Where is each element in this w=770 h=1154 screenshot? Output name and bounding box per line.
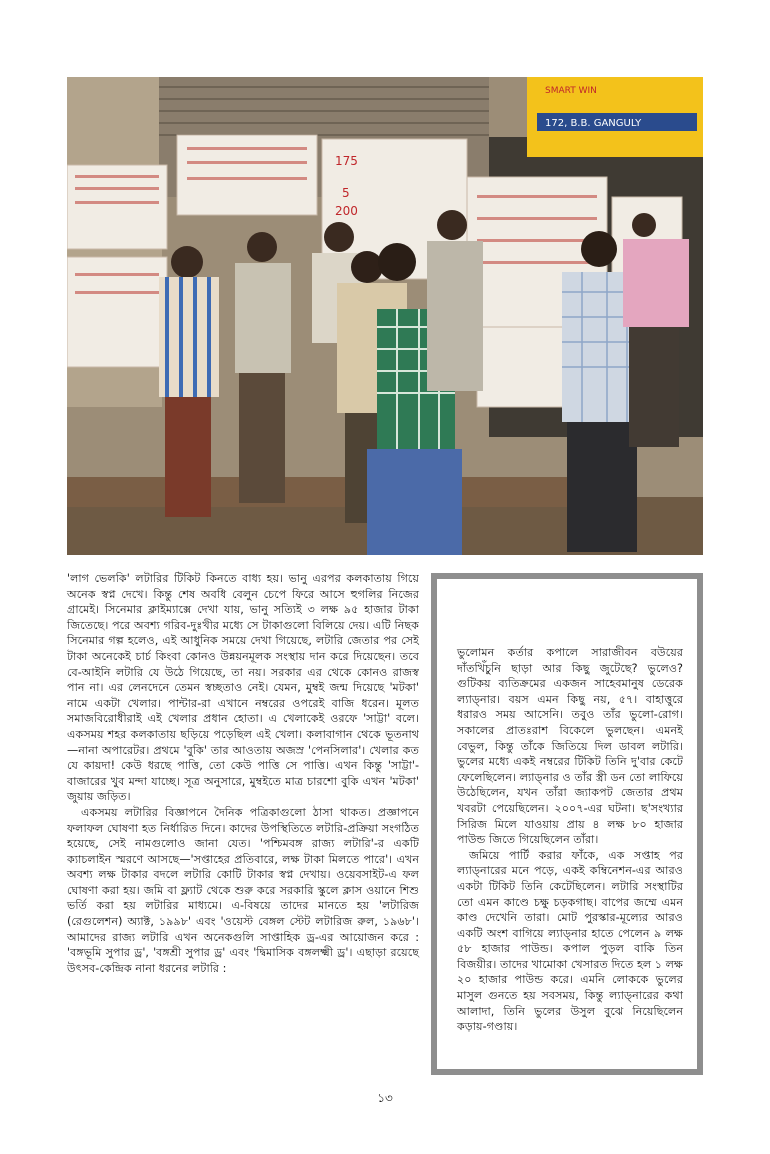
sign-text-1: SMART WIN xyxy=(545,86,597,96)
article-paragraph-2: একসময় লটারির বিজ্ঞাপনে দৈনিক পত্রিকাগুলো ঠাসা থাকত। প্রজ্ঞাপনে ফলাফল ঘোষণা হত নির্ধারিত দিনে। কাদের উপস্থিতিতে লটারি-প্রক্রিয়া সংগঠিত হয়েছে, সেই নামগুলোও জানা যেত। 'পশ্চিমবঙ্গ রাজ্য লটারি'-র একটি ক্যাচলাইন স্মরণে আসছে—'সপ্তাহের প্রতিবারে, লক্ষ টাকা মিলতে পারে'। এখন অবশ্য লক্ষ টাকার বদলে লটারি কোটি টাকার স্বপ্ন দেখায়। ওয়েবসাইট-এ ফল ঘোষণা করা হয়। জমি বা ফ্ল্যাট থেকে শুরু করে সরকারি স্কুলে ক্লাস ওয়ানে শিশু ভর্তি করা হয় লটারির মাধ্যমে। এ-বিষয়ে তাদের মানতে হয় 'লটারিজ (রেগুলেশন) অ্যাক্ট, ১৯৯৮' এবং 'ওয়েস্ট বেঙ্গল স্টেট লটারিজ রুল, ১৯৬৮'। আমাদের রাজ্য লটারি এখন অনেকগুলি সাপ্তাহিক ড্র-এর আয়োজন করে : 'বঙ্গভূমি সুপার ড্র', 'বঙ্গশ্রী সুপার ড্র' এবং 'দ্বিমাসিক বঙ্গলক্ষ্মী ড্র'। এছাড়া রয়েছে উৎসব-কেন্দ্রিক নানা ধরনের লটারি : xyxy=(67,805,419,975)
sign-text-2: 172, B.B. GANGULY xyxy=(545,118,642,129)
sidebar-box xyxy=(431,573,703,1075)
sidebar-paragraph-2: জমিয়ে পার্টি করার ফাঁকে, এক সপ্তাহ পর ল্যাড্নারের মনে পড়ে, একই কম্বিনেশন-এর আরও একটা টিকিট তিনি কেটেছিলেন। লটারি সংস্থাটির তো এমন কাণ্ডে চক্ষু চড়কগাছ। বাপের জম্মে এমন কাণ্ড দেখেনি তারা। মোট পুরস্কার-মূল্যের আরও একটি অংশ বাগিয়ে ল্যাড্নার হাতে পেলেন ৯ লক্ষ ৫৮ হাজার পাউন্ড। কপাল পুড়ল বাকি তিন বিজয়ীর। তাদের খামোকা খেসারত দিতে হল ১ লক্ষ ২০ হাজার পাউন্ড করে। এমনি লোককে ভুলের মাসুল গুনতে হয় সবসময়, কিন্তু ল্যাড্নারের কথা আলাদা, তিনি ভুলের উসুল বুঝে নিয়েছিলেন কড়ায়-গণ্ডায়। xyxy=(457,848,683,1034)
lottery-board-photo xyxy=(67,77,703,555)
board-number-2: 5 xyxy=(342,186,350,200)
board-number-3: 200 xyxy=(335,204,358,218)
article-paragraph-1: 'লাগ ভেলকি' লটারির টিকিট কিনতে বাধ্য হয়। ভানু এরপর কলকাতায় গিয়ে অনেক স্বপ্ন দেখে। কিন্তু শেষ অবধি বেলুন চেপে ফিরে আসে হুগলির নিজের গ্রামেই। সিনেমার ক্লাইম্যাক্সে দেখা যায়, ভানু সত্যিই ৩ লক্ষ ৯৫ হাজার টাকা জিতেছে। পরে অবশ্য গরিব-দুঃখীর মধ্যে সে টাকাগুলো বিলিয়ে দেয়। এটি নিছক সিনেমার গল্প হলেও, এই আধুনিক সময়ে দেখা গিয়েছে, লটারি জেতার পর সেই টাকা অনেকেই চার্চ কিংবা কোনও উন্নয়নমূলক সংস্থায় দান করে দিয়েছেন। তবে বে-আইনি লটারি যে উঠে গিয়েছে, তা নয়। সরকার এর থেকে কোনও রাজস্ব পান না। এর লেনদেনে তেমন স্বচ্ছতাও নেই। যেমন, মুম্বই জন্ম দিয়েছে 'মটকা' নামে একটা খেলার। পান্টার-রা এখানে নম্বরের ওপরেই বাজি ধরেন। মূলত সমাজবিরোধীরাই এই খেলার প্রধান হোতা। এ খেলাকেই ওরফে 'সাট্টা' বলে। একসময় শহর কলকাতায় ছড়িয়ে পড়েছিল এই খেলা। কলাবাগান থেকে ভূতনাথ—নানা অপারেটর। প্রথমে 'বুকি' তার আওতায় অজস্র 'পেনসিলার'। খেলার কত যে কায়দা! কেউ ধরছে পাত্তি, তো কেউ পাত্তি সে পাত্তি। এখন কিন্তু 'সাট্টা'-বাজারের খুব মন্দা যাচ্ছে। সূত্র অনুসারে, মুম্বইতে মাত্র চারশো বুকি এখন 'মটকা' জুয়ায় জড়িত। xyxy=(67,572,419,804)
photo-illustration xyxy=(67,77,703,555)
board-number-1: 175 xyxy=(335,154,358,168)
sidebar-paragraph-1: ভুলোমন কর্তার কপালে সারাজীবন বউয়ের দাঁতখিঁচুনি ছাড়া আর কিছু জুটেছে? ভুলেও? গুটিকয় ব্যতিক্রমের একজন সাহেবমানুষ ডেরেক ল্যাড্নার। বয়স এমন কিছু নয়, ৫৭। বাহাত্তুরে ধরারও সময় আসেনি। তবুও তাঁর ভুলো-রোগ। সকালের প্রাতঃরাশ বিকেলে ভুলছেন। এমনই বেভুল, কিন্তু তাঁকে জিতিয়ে দিল ডাবল লটারি। ভুলের মধ্যে একই নম্বরের টিকিট তিনি দু'বার কেটে ফেলেছিলেন। ল্যাড্নার ও তাঁর স্ত্রী ডন তো লাফিয়ে উঠেছিলেন, যখন তাঁরা জ্যাকপট জেতার প্রথম খবরটা পেয়েছিলেন। ২০০৭-এর ঘটনা। ছ'সংখ্যার সিরিজ মিলে যাওয়ায় প্রায় ৪ লক্ষ ৮০ হাজার পাউন্ড জিতে গিয়েছিলেন তাঁরা। xyxy=(457,646,683,847)
sidebar-content xyxy=(437,579,697,1069)
article-left-column xyxy=(67,571,419,976)
page-number: ১৩ xyxy=(377,1091,393,1105)
